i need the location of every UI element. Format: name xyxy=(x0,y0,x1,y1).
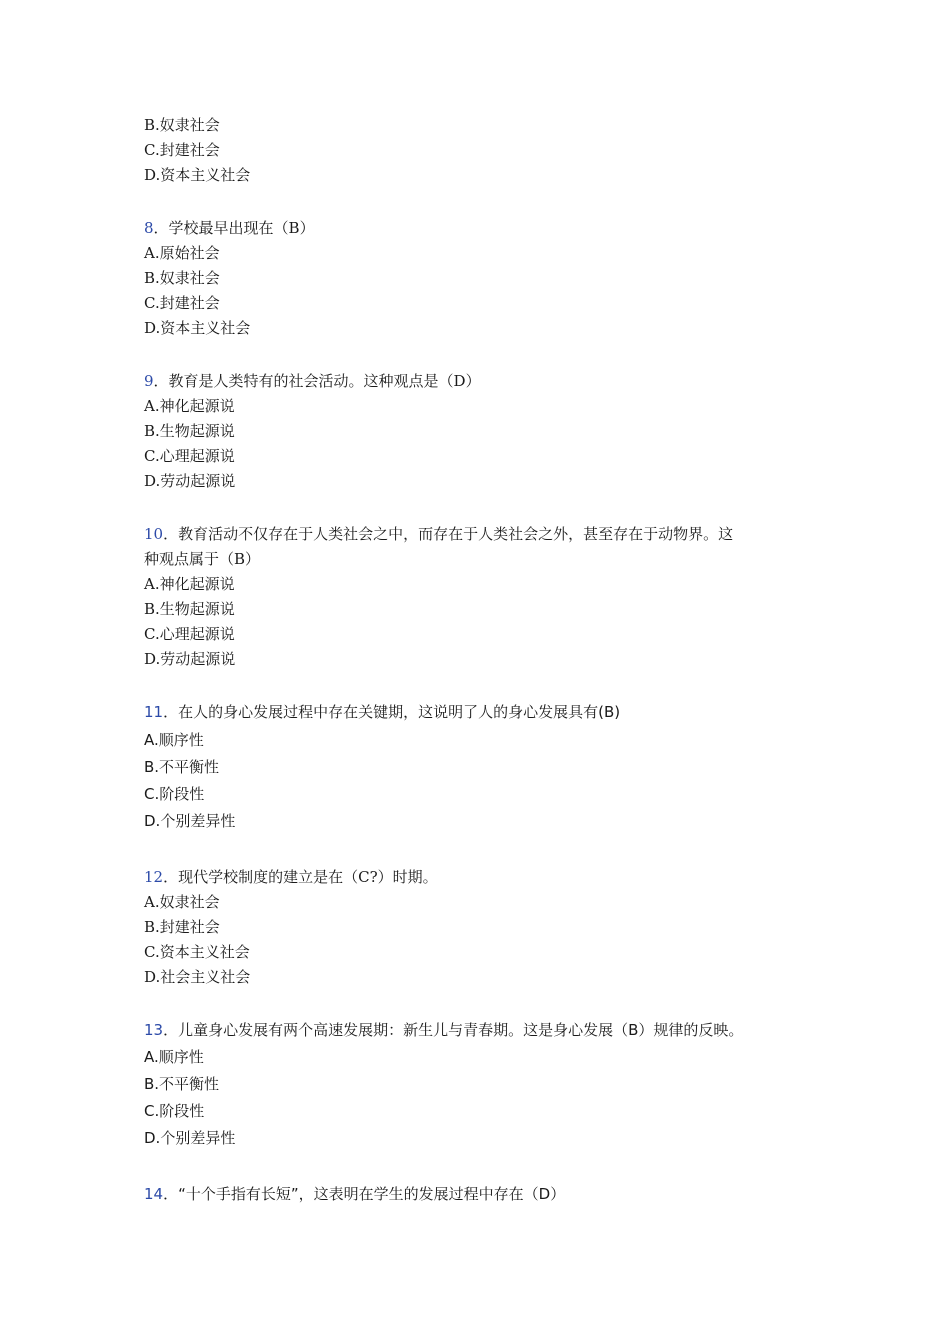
q11-option-a: A.顺序性 xyxy=(144,731,204,749)
q10-option-c: C.心理起源说 xyxy=(144,625,235,643)
q13-option-c: C.阶段性 xyxy=(144,1102,205,1120)
q9-number: 9 xyxy=(144,372,154,390)
q8-option-a: A.原始社会 xyxy=(144,244,220,262)
q12-option-c: C.资本主义社会 xyxy=(144,943,250,961)
q9-question xyxy=(144,372,481,390)
q8-option-d: D.资本主义社会 xyxy=(144,319,251,337)
q12-option-a: A.奴隶社会 xyxy=(144,893,220,911)
q13-option-d: D.个别差异性 xyxy=(144,1129,236,1147)
q8-number: 8 xyxy=(144,219,154,237)
q12-text: ．现代学校制度的建立是在（C?）时期。 xyxy=(163,868,438,886)
q12-option-b: B.封建社会 xyxy=(144,918,220,936)
q11-text: ．在人的身心发展过程中存在关键期，这说明了人的身心发展具有(B) xyxy=(163,703,621,721)
q11-question xyxy=(144,703,620,721)
q12-option-d: D.社会主义社会 xyxy=(144,968,251,986)
q11-option-c: C.阶段性 xyxy=(144,785,205,803)
q7-option-b: B.奴隶社会 xyxy=(144,116,220,134)
q9-text: ．教育是人类特有的社会活动。这种观点是（D） xyxy=(153,372,481,390)
q12-question xyxy=(144,868,438,886)
q14-question xyxy=(144,1185,565,1203)
q9-option-a: A.神化起源说 xyxy=(144,397,235,415)
q10-text: ．教育活动不仅存在于人类社会之中，而存在于人类社会之外，甚至存在于动物界。这 xyxy=(163,525,734,543)
q13-option-a: A.顺序性 xyxy=(144,1048,204,1066)
q8-option-b: B.奴隶社会 xyxy=(144,269,220,287)
q10-option-b: B.生物起源说 xyxy=(144,600,235,618)
q9-option-d: D.劳动起源说 xyxy=(144,472,236,490)
q11-option-b: B.不平衡性 xyxy=(144,758,220,776)
q10-option-a: A.神化起源说 xyxy=(144,575,235,593)
q14-text: ．“十个手指有长短”，这表明在学生的发展过程中存在（D） xyxy=(163,1185,566,1203)
q8-text: ．学校最早出现在（B） xyxy=(153,219,315,237)
q10-question xyxy=(144,525,733,543)
q8-option-c: C.封建社会 xyxy=(144,294,220,312)
q11-number: 11 xyxy=(144,703,164,721)
q9-option-c: C.心理起源说 xyxy=(144,447,235,465)
q13-question xyxy=(144,1021,743,1039)
q14-number: 14 xyxy=(144,1185,164,1203)
q13-number: 13 xyxy=(144,1021,164,1039)
q10-question-cont: 种观点属于（B） xyxy=(144,550,261,568)
q11-option-d: D.个别差异性 xyxy=(144,812,236,830)
q10-number: 10 xyxy=(144,525,164,543)
q10-option-d: D.劳动起源说 xyxy=(144,650,236,668)
q9-option-b: B.生物起源说 xyxy=(144,422,235,440)
q12-number: 12 xyxy=(144,868,164,886)
q8-question xyxy=(144,219,315,237)
q7-option-c: C.封建社会 xyxy=(144,141,220,159)
q13-option-b: B.不平衡性 xyxy=(144,1075,220,1093)
q13-text: ．儿童身心发展有两个高速发展期：新生儿与青春期。这是身心发展（B）规律的反映。 xyxy=(163,1021,744,1039)
q7-option-d: D.资本主义社会 xyxy=(144,166,251,184)
